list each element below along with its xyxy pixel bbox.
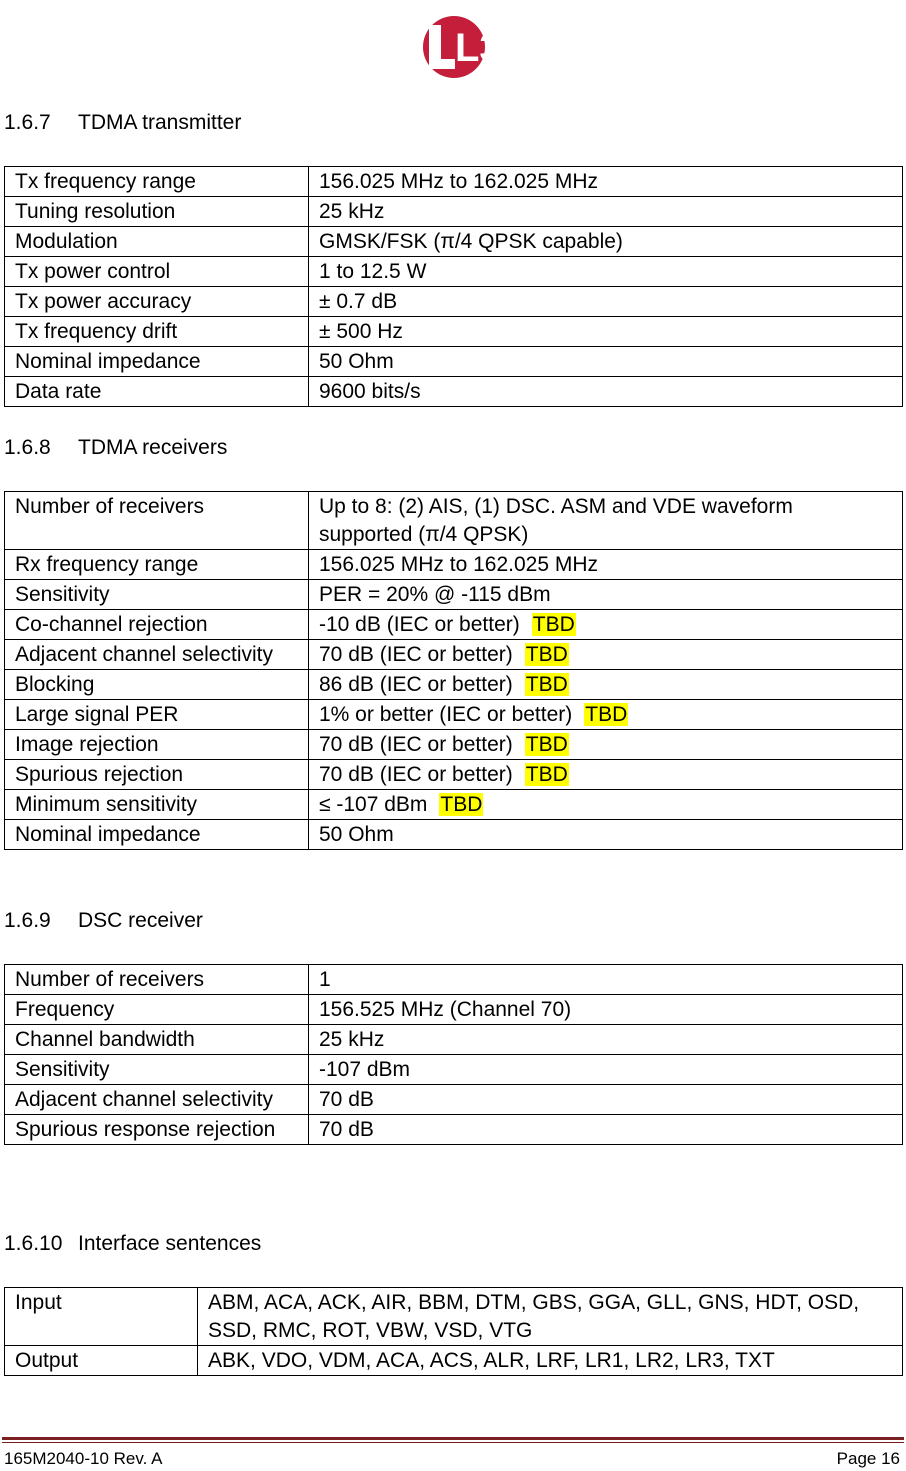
footer-doc-id: 165M2040-10 Rev. A — [4, 1449, 163, 1468]
spec-value: 70 dB — [319, 1118, 374, 1141]
spec-value: ± 0.7 dB — [319, 290, 398, 313]
spec-value-cell — [309, 287, 903, 317]
spec-value: 156.025 MHz to 162.025 MHz — [319, 553, 598, 576]
spec-value-cell — [309, 640, 903, 670]
spec-label: Image rejection — [5, 730, 309, 760]
section-title: DSC receiver — [78, 909, 203, 932]
section-heading-dsc-receiver — [4, 909, 203, 933]
spec-label: Tx power control — [5, 257, 309, 287]
spec-value: 70 dB (IEC or better) — [319, 643, 513, 666]
spec-value: -107 dBm — [319, 1058, 411, 1081]
spec-value-cell — [309, 1085, 903, 1115]
spec-label: Nominal impedance — [5, 820, 309, 850]
spec-row — [5, 492, 903, 550]
spec-row — [5, 640, 903, 670]
tbd-flag: TBD — [440, 793, 483, 816]
section-heading-interface-sentences — [4, 1232, 261, 1256]
spec-value-cell — [309, 1115, 903, 1145]
spec-label: Blocking — [5, 670, 309, 700]
spec-value: 25 kHz — [319, 200, 385, 223]
spec-label: Input — [5, 1288, 198, 1346]
spec-label: Tuning resolution — [5, 197, 309, 227]
spec-value: 156.525 MHz (Channel 70) — [319, 998, 572, 1021]
spec-value: ≤ -107 dBm — [319, 793, 428, 816]
spec-label: Minimum sensitivity — [5, 790, 309, 820]
spec-value: 50 Ohm — [319, 350, 394, 373]
spec-row — [5, 1085, 903, 1115]
spec-value-cell — [309, 580, 903, 610]
spec-value: 156.025 MHz to 162.025 MHz — [319, 170, 598, 193]
spec-value-cell — [309, 377, 903, 407]
spec-label: Sensitivity — [5, 580, 309, 610]
dsc-receiver-table — [4, 964, 903, 1145]
spec-row — [5, 550, 903, 580]
spec-value-cell — [309, 610, 903, 640]
spec-value-cell — [309, 167, 903, 197]
spec-value: 1% or better (IEC or better) — [319, 703, 573, 726]
footer-rule-thin — [2, 1442, 904, 1443]
spec-label: Spurious rejection — [5, 760, 309, 790]
tdma-transmitter-table — [4, 166, 903, 407]
spec-value: 70 dB — [319, 1088, 374, 1111]
spec-value-cell — [309, 790, 903, 820]
spec-value-cell — [309, 257, 903, 287]
spec-value: Up to 8: (2) AIS, (1) DSC. ASM and VDE waveform supported (π/4 QPSK) — [319, 495, 793, 546]
spec-row — [5, 1055, 903, 1085]
footer-rule — [2, 1437, 904, 1440]
spec-label: Nominal impedance — [5, 347, 309, 377]
spec-row — [5, 670, 903, 700]
spec-row — [5, 1115, 903, 1145]
spec-label: Frequency — [5, 995, 309, 1025]
spec-value: ± 500 Hz — [319, 320, 403, 343]
spec-row — [5, 700, 903, 730]
spec-label: Tx power accuracy — [5, 287, 309, 317]
section-number: 1.6.9 — [4, 909, 51, 932]
tbd-flag: TBD — [525, 733, 568, 756]
spec-value: ABM, ACA, ACK, AIR, BBM, DTM, GBS, GGA, GLL, GNS, HDT, OSD, SSD, RMC, ROT, VBW, VSD, VTG — [208, 1291, 860, 1342]
section-number: 1.6.10 — [4, 1232, 63, 1255]
spec-value: 70 dB (IEC or better) — [319, 763, 513, 786]
spec-label: Spurious response rejection — [5, 1115, 309, 1145]
spec-value: 70 dB (IEC or better) — [319, 733, 513, 756]
spec-row — [5, 197, 903, 227]
spec-label: Output — [5, 1346, 198, 1376]
spec-row — [5, 257, 903, 287]
spec-value: 9600 bits/s — [319, 380, 421, 403]
spec-value: 1 to 12.5 W — [319, 260, 427, 283]
section-number: 1.6.8 — [4, 436, 51, 459]
spec-label: Sensitivity — [5, 1055, 309, 1085]
spec-label: Adjacent channel selectivity — [5, 1085, 309, 1115]
spec-value: -10 dB (IEC or better) — [319, 613, 520, 636]
spec-label: Rx frequency range — [5, 550, 309, 580]
spec-label: Tx frequency drift — [5, 317, 309, 347]
spec-value-cell — [309, 1025, 903, 1055]
spec-value-cell — [309, 730, 903, 760]
footer-page-number: Page 16 — [836, 1449, 900, 1468]
spec-value: GMSK/FSK (π/4 QPSK capable) — [319, 230, 623, 253]
spec-row — [5, 790, 903, 820]
spec-row — [5, 1346, 903, 1376]
spec-row — [5, 730, 903, 760]
spec-value: PER = 20% @ -115 dBm — [319, 583, 551, 606]
spec-value-cell — [309, 317, 903, 347]
tbd-flag: TBD — [525, 643, 568, 666]
spec-value-cell — [309, 227, 903, 257]
spec-row — [5, 287, 903, 317]
spec-row — [5, 1288, 903, 1346]
interface-sentences-table — [4, 1287, 903, 1376]
tbd-flag: TBD — [585, 703, 628, 726]
spec-value-cell — [309, 820, 903, 850]
spec-row — [5, 317, 903, 347]
spec-row — [5, 995, 903, 1025]
section-title: Interface sentences — [78, 1232, 262, 1255]
spec-value: 25 kHz — [319, 1028, 385, 1051]
spec-value-cell — [309, 700, 903, 730]
section-title: TDMA receivers — [78, 436, 228, 459]
spec-value-cell — [309, 347, 903, 377]
spec-value-cell — [309, 670, 903, 700]
tbd-flag: TBD — [525, 763, 568, 786]
logo-text: L3 — [455, 26, 502, 70]
section-title: TDMA transmitter — [78, 111, 242, 134]
spec-value-cell — [309, 550, 903, 580]
spec-row — [5, 167, 903, 197]
spec-label: Tx frequency range — [5, 167, 309, 197]
spec-row — [5, 820, 903, 850]
spec-value-cell — [309, 492, 903, 550]
tdma-receivers-table — [4, 491, 903, 850]
section-heading-tdma-receivers — [4, 436, 227, 460]
spec-value-cell — [309, 197, 903, 227]
spec-row — [5, 1025, 903, 1055]
spec-value-cell — [198, 1346, 903, 1376]
spec-label: Number of receivers — [5, 492, 309, 550]
spec-value: ABK, VDO, VDM, ACA, ACS, ALR, LRF, LR1, LR2, LR3, TXT — [208, 1349, 775, 1372]
spec-value: 50 Ohm — [319, 823, 394, 846]
spec-row — [5, 760, 903, 790]
spec-row — [5, 965, 903, 995]
spec-row — [5, 227, 903, 257]
tbd-flag: TBD — [532, 613, 575, 636]
tbd-flag: TBD — [525, 673, 568, 696]
spec-row — [5, 580, 903, 610]
spec-label: Modulation — [5, 227, 309, 257]
spec-row — [5, 377, 903, 407]
spec-row — [5, 610, 903, 640]
spec-label: Channel bandwidth — [5, 1025, 309, 1055]
spec-value-cell — [198, 1288, 903, 1346]
spec-row — [5, 347, 903, 377]
spec-label: Co-channel rejection — [5, 610, 309, 640]
l3-logo — [413, 15, 502, 79]
section-heading-tdma-transmitter — [4, 111, 241, 135]
spec-value-cell — [309, 760, 903, 790]
spec-value-cell — [309, 995, 903, 1025]
spec-value-cell — [309, 965, 903, 995]
section-number: 1.6.7 — [4, 111, 51, 134]
spec-value: 1 — [319, 968, 331, 991]
spec-label: Adjacent channel selectivity — [5, 640, 309, 670]
spec-value-cell — [309, 1055, 903, 1085]
spec-label: Large signal PER — [5, 700, 309, 730]
spec-label: Data rate — [5, 377, 309, 407]
spec-value: 86 dB (IEC or better) — [319, 673, 513, 696]
spec-label: Number of receivers — [5, 965, 309, 995]
